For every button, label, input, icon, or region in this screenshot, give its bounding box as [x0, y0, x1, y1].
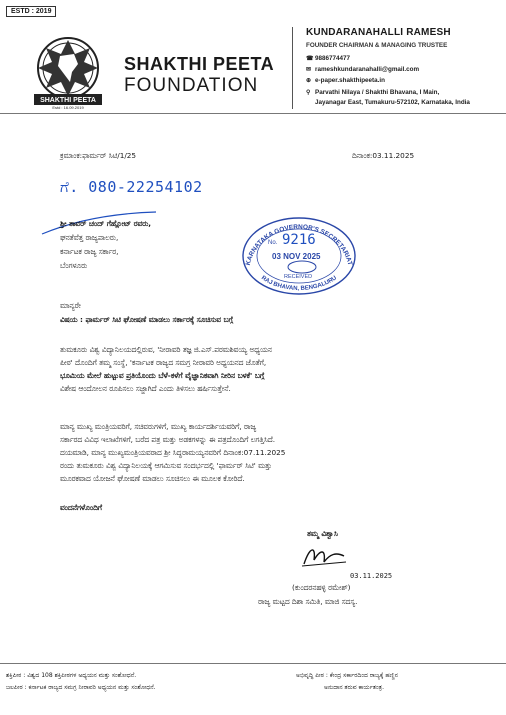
phone-text: 9886774477 [315, 55, 351, 62]
para2-line1: ಮಾನ್ಯ ಮುಖ್ಯ ಮಂತ್ರಿಯವರಿಗೆ, ಸಚಿವರುಗಳಿಗೆ, ಮುಖ್ಯ ಕಾರ್ಯದರ್ಶಿಯವರಿಗೆ, ರಾಜ್ಯ [60, 422, 257, 431]
signature-date: 03.11.2025 [350, 572, 393, 580]
address-line2: Jayanagar East, Tumakuru-572102, Karnataka, India [315, 99, 470, 106]
handwritten-phone-ref: ಗೆ. 080-22254102 [60, 178, 203, 196]
foundation-name-line2: FOUNDATION [124, 75, 259, 96]
foundation-name-line1: SHAKTHI PEETA [124, 54, 275, 74]
para2-line2: ಸರ್ಕಾರದ ವಿವಿಧ ಇಲಾಖೆಗಳಿಗೆ, ಬರೆದ ಪತ್ರ ಮತ್ತು ಅಡಕಗಳನ್ನು ಈ ಪತ್ರದೊಂದಿಗೆ ಲಗತ್ತಿಸಿದೆ. [60, 435, 276, 444]
para2-line5: ಮೂರಕವಾದ ಯೋಜನೆ ಘೋಷಣೆ ಮಾಡಲು ಸೂಚಿಸಲು ಈ ಮೂಲಕ ಕೋರಿದೆ. [60, 474, 245, 483]
para1-line2: ಪೀಠ' ದೊಂದಿಗೆ ತಮ್ಮ ಸಂಸ್ಥೆ, 'ಕರ್ನಾಟಕ ರಾಜ್ಯದ ಸಮಗ್ರ ನೀರಾವರಿ ಅಧ್ಯಯನದ ಜೊತೆಗೆ, [60, 358, 267, 367]
header-rule [0, 113, 506, 114]
addressee-line2: ಘನತೆವೆತ್ತ ರಾಜ್ಯಪಾಲರು, [60, 233, 119, 242]
header-divider [292, 27, 293, 109]
letter-date: ದಿನಾಂಕ:03.11.2025 [352, 151, 415, 160]
addressee-line3: ಕರ್ನಾಟಕ ರಾಜ್ಯ ಸರ್ಕಾರ, [60, 247, 119, 256]
phone-row [306, 55, 350, 62]
person-name: KUNDARANAHALLI RAMESH [306, 27, 451, 38]
email-icon: ✉ [306, 67, 312, 73]
email-row [306, 66, 419, 73]
para2-line4: ರಂದು ತುಮಕೂರು ವಿಶ್ವ ವಿದ್ಯಾನಿಲಯಕ್ಕೆ ಆಗಮಿಸುವ ಸಂದರ್ಭದಲ್ಲಿ 'ಫಾರ್ಮರ್ ಸಿಟಿ' ಮತ್ತು [60, 461, 272, 470]
signatory-title: ರಾಜ್ಯ ಮಟ್ಟದ ದಿಶಾ ಸಮಿತಿ, ಮಾಜಿ ಸದಸ್ಯ. [258, 597, 358, 606]
logo-estd-text: Estd : 16.09.2019 [52, 105, 84, 110]
logo-band-text: SHAKTHI PEETA [40, 97, 96, 104]
address-row [306, 89, 439, 96]
estd-badge: ESTD : 2019 [6, 6, 56, 17]
footer-right-line2: ಅನುದಾನ ತರುವ ಕಾರ್ಯತಂತ್ರ. [324, 684, 384, 691]
email-text: rameshkundaranahalli@gmail.com [315, 66, 420, 73]
reference-number: ಕ್ರಮಾಂಕ:ಫಾರ್ಮರ್ ಸಿಟಿ/1/25 [60, 151, 137, 160]
signature [300, 542, 348, 570]
foundation-logo [30, 34, 106, 110]
web-icon: ⊕ [306, 78, 312, 84]
stamp-date: 03 NOV 2025 [272, 252, 321, 261]
address-line1: Parvathi Nilaya / Shakthi Bhavana, I Main, [315, 89, 440, 96]
para1-line3: ಭೂಮಿಯ ಮೇಲೆ ಹುಟ್ಟುವ ಪ್ರತಿಯೊಂದು ಬೆಳೆ-ಕಳೆಗೆ ವೈಜ್ಞಾನಿಕವಾಗಿ ನೀರಿನ ಬಳಕೆ' ಬಗ್ಗೆ [60, 371, 265, 380]
salutation: ಮಾನ್ಯರೇ [60, 301, 81, 310]
footer-left-line1: ಶಕ್ತಿಪೀಠ : ವಿಶ್ವದ 108 ಶಕ್ತಿಪೀಠಗಳ ಅಧ್ಯಯನ ಮತ್ತು ಸಂಶೋಧನೆ. [6, 672, 137, 679]
phone-icon: ☎ [306, 56, 314, 62]
addressee-line4: ಬೆಂಗಳೂರು [60, 261, 88, 270]
governor-secretariat-stamp [240, 204, 358, 296]
subject-line: ವಿಷಯ : ಫಾರ್ಮರ್ ಸಿಟಿ ಘೋಷಣೆ ಮಾಡಲು ಸರ್ಕಾರಕ್ಕೆ ಸೂಚಿಸುವ ಬಗ್ಗೆ [60, 315, 234, 324]
addressee-line1: ಶ್ರೀ ತಾವರ್ ಚಂದ್ ಗೆಹ್ಲೋಟ್ ರವರು, [60, 219, 152, 228]
footer-right-line1: ಅಭಿವೃದ್ಧಿ ಪೀಠ : ಕೇಂದ್ರ ಸರ್ಕಾರದಿಂದ ರಾಜ್ಯಕ್ಕೆ ಹಣ್ಣಿನ [296, 672, 398, 679]
para1-line4: ವಿಶೇಷ ಆಂದೋಲನ ರೂಪಿಸಲು ಸಜ್ಜಾಗಿದೆ ಎಂದು ತಿಳಿಸಲು ಹರ್ಷಿಸುತ್ತೇನೆ. [60, 384, 231, 393]
stamp-arc-top: KARNATAKA GOVERNOR'S SECRETARIAT [244, 223, 354, 267]
para1-line1: ತುಮಕೂರು ವಿಶ್ವ ವಿದ್ಯಾನಿಲಯದಲ್ಲಿರುವ, 'ನೀರಾವರಿ ತಜ್ಞ ಜಿ.ಎಸ್.ಪರಮಶಿವಯ್ಯ ಅಧ್ಯಯನ [60, 345, 272, 354]
stamp-number: 9216 [282, 232, 316, 248]
stamp-received: RECEIVED [284, 274, 313, 280]
signatory-name: (ಕುಂದರನಹಳ್ಳಿ ರಮೇಶ್) [292, 583, 351, 592]
stamp-no-label: No. [268, 240, 278, 246]
footer-left-line2: ಜಲಪೀಠ : ಕರ್ನಾಟಕ ರಾಜ್ಯದ ಸಮಗ್ರ ನೀರಾವರಿ ಅಧ್ಯಯನ ಮತ್ತು ಸಂಶೋಧನೆ. [6, 684, 156, 691]
footer-rule [0, 663, 506, 664]
location-icon: ⚲ [306, 90, 311, 96]
closing: ವಂದನೆಗಳೊಂದಿಗೆ [60, 503, 103, 512]
web-row [306, 77, 385, 84]
yours-faithfully: ತಮ್ಮ ವಿಶ್ವಾಸಿ [307, 529, 338, 538]
para2-line3: ದಯಮಾಡಿ, ಮಾನ್ಯ ಮುಖ್ಯಮಂತ್ರಿಯವರಾದ ಶ್ರೀ ಸಿದ್ಧರಾಮಯ್ಯನವರಿಗೆ ದಿನಾಂಕ:07.11.2025 [60, 448, 286, 457]
person-title: FOUNDER CHAIRMAN & MANAGING TRUSTEE [306, 42, 448, 49]
stamp-arc-bottom: RAJ BHAVAN, BENGALURU [259, 275, 339, 292]
web-text: e-paper.shakthipeeta.in [315, 77, 385, 84]
